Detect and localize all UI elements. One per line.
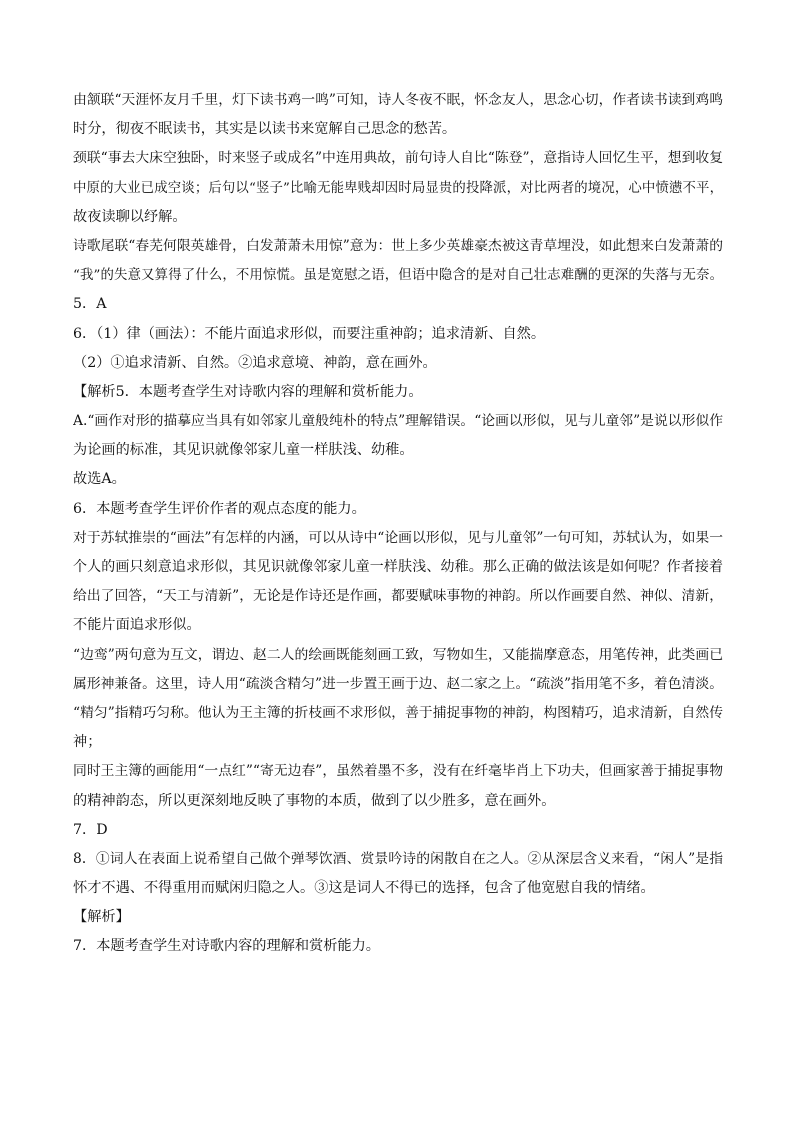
text-line: 同时王主簿的画能用“一点红”“寄无边春”，虽然着墨不多，没有在纤毫毕肖上下功夫，但画家善于捕捉事物 <box>73 763 723 780</box>
text-line: 给出了回答，“天工与清新”，无论是作诗还是作画，都要赋味事物的神韵。所以作画要自然、神似、清新， <box>73 588 723 605</box>
text-line: 对于苏轼推崇的“画法”有怎样的内涵，可以从诗中“论画以形似，见与儿童邻”一句可知，苏轼认为，如果一 <box>73 529 723 546</box>
document-page <box>73 86 723 962</box>
text-line: 不能片面追求形似。 <box>73 617 201 634</box>
text-line: 为论画的标准，其见识就像邻家儿童一样肤浅、幼稚。 <box>73 442 414 459</box>
text-line: 8．①词人在表面上说希望自己做个弹琴饮酒、赏景吟诗的闲散自在之人。②从深层含义来看，“闲人”是指 <box>73 850 723 867</box>
text-line: “我”的失意又算得了什么，不用惊慌。虽是宽慰之语，但语中隐含的是对自己壮志难酬的更深的失落与无奈。 <box>73 268 723 284</box>
text-line: 颈联“事去大床空独卧，时来竖子或成名”中连用典故，前句诗人自比“陈登”，意指诗人回忆生平，想到收复 <box>73 150 723 167</box>
text-line: 属形神兼备。这里，诗人用“疏淡含精匀”进一步置王画于边、赵二家之上。“疏淡”指用笔不多，着色清淡。 <box>73 675 723 692</box>
text-line: “边鸾”两句意为互文，谓边、赵二人的绘画既能刻画工致，写物如生，又能揣摩意态，用笔传神，此类画已 <box>73 646 723 663</box>
text-line: 时分，彻夜不眠读书，其实是以读书来宽解自己思念的愁苦。 <box>73 121 457 138</box>
text-line: 个人的画只刻意追求形似，其见识就像邻家儿童一样肤浅、幼稚。那么正确的做法该是如何呢？作者接着 <box>73 559 723 575</box>
text-line: 7．D <box>73 821 108 838</box>
text-line: “精匀”指精巧匀称。他认为王主簿的折枝画不求形似，善于捕捉事物的神韵，构图精巧，追求清新，自然传 <box>73 704 723 721</box>
text-line: 诗歌尾联“春芜何限英雄骨，白发萧萧未用惊”意为：世上多少英雄豪杰被这青草埋没，如此想来白发萧萧的 <box>73 237 723 254</box>
text-line: A.“画作对形的描摹应当具有如邻家儿童般纯朴的特点”理解错误。“论画以形似，见与儿童邻”是说以形似作 <box>73 413 723 430</box>
text-line: 故夜读聊以纾解。 <box>73 208 187 225</box>
text-line: 神； <box>73 734 102 751</box>
text-line: 7．本题考查学生对诗歌内容的理解和赏析能力。 <box>73 938 380 955</box>
text-line: 怀才不遇、不得重用而赋闲归隐之人。③这是词人不得已的选择，包含了他宽慰自我的情绪。 <box>73 880 655 897</box>
text-line: 故选A。 <box>73 471 126 488</box>
text-line: 的精神韵态，所以更深刻地反映了事物的本质，做到了以少胜多，意在画外。 <box>73 792 556 809</box>
text-line: 中原的大业已成空谈；后句以“竖子”比喻无能卑贱却因时局显贵的投降派，对比两者的境况，心中愤懑不平， <box>73 180 723 196</box>
text-line: 【解析】 <box>73 909 130 926</box>
text-line: 由颔联“天涯怀友月千里，灯下读书鸡一鸣”可知，诗人冬夜不眠，怀念友人，思念心切，作者读书读到鸡鸣 <box>73 92 723 108</box>
text-line: （2）①追求清新、自然。②追求意境、神韵，意在画外。 <box>73 354 437 371</box>
text-line: 5．A <box>73 296 107 313</box>
text-line: 【解析5．本题考查学生对诗歌内容的理解和赏析能力。 <box>73 383 423 400</box>
text-line: 6．本题考查学生评价作者的观点态度的能力。 <box>73 500 366 517</box>
text-line: 6．（1）律（画法）：不能片面追求形似，而要注重神韵；追求清新、自然。 <box>73 325 546 342</box>
